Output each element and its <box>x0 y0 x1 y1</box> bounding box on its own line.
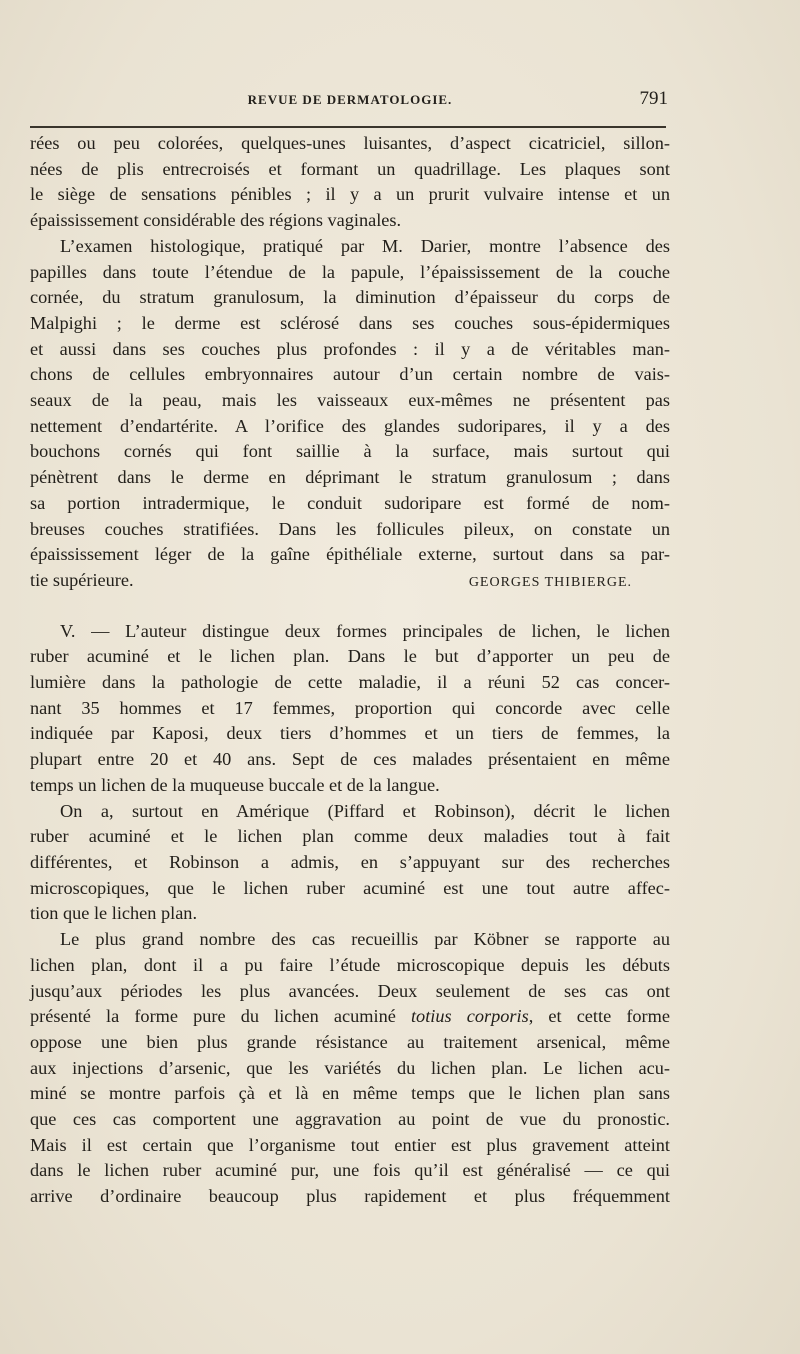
text-line: L’examen histologique, pratiqué par M. Darier, montre l’absence des <box>60 235 670 256</box>
text-line: épaississement léger de la gaîne épithéliale externe, surtout dans sa par- <box>30 544 670 565</box>
text-line: arrive d’ordinaire beaucoup plus rapidement et plus fréquemment <box>30 1186 670 1207</box>
text-line: ruber acuminé et le lichen plan. Dans le but d’apporter un peu de <box>30 646 670 667</box>
text-line: nant 35 hommes et 17 femmes, proportion qui concorde avec celle <box>30 697 670 718</box>
text-line: différentes, et Robinson a admis, en s’appuyant sur des recherches <box>30 851 670 872</box>
text-line: microscopiques, que le lichen ruber acuminé est une tout autre affec- <box>30 877 670 898</box>
text-line: jusqu’aux périodes les plus avancées. Deux seulement de ses cas ont <box>30 980 670 1001</box>
text-line: breuses couches stratifiées. Dans les follicules pileux, on constate un <box>30 518 670 539</box>
text-segment: , et cette forme <box>528 1006 670 1027</box>
text-line: oppose une bien plus grande résistance au traitement arsenical, même <box>30 1031 670 1052</box>
text-line: nettement d’endartérite. A l’orifice des glandes sudoripares, il y a des <box>30 415 670 436</box>
text-line-italic <box>30 1004 670 1030</box>
text-line: Le plus grand nombre des cas recueillis par Köbner se rapporte au <box>60 929 670 950</box>
italic-phrase: totius corporis <box>410 1006 529 1027</box>
page-number: 791 <box>639 88 668 109</box>
text-line: rées ou peu colorées, quelques-unes luisantes, d’aspect cicatriciel, sillon- <box>30 133 670 153</box>
text-line: que ces cas comportent une aggravation au point de vue du pronostic. <box>30 1109 670 1130</box>
article-body <box>30 131 670 1210</box>
text-line: sa portion intradermique, le conduit sudoripare est formé de nom- <box>30 492 670 513</box>
text-segment: présenté la forme pure du lichen acuminé <box>30 1006 411 1027</box>
text-line: dans le lichen ruber acuminé pur, une fois qu’il est généralisé — ce qui <box>30 1160 670 1181</box>
text-line: papilles dans toute l’étendue de la papule, l’épaississement de la couche <box>30 261 670 282</box>
text-line: et aussi dans ses couches plus profondes : il y a de véritables man- <box>30 338 670 359</box>
text-line: le siège de sensations pénibles ; il y a un prurit vulvaire intense et un <box>30 184 670 205</box>
text-line: ruber acuminé et le lichen plan comme deux maladies tout à fait <box>30 826 670 847</box>
section-gap <box>30 596 670 619</box>
text-line: Malpighi ; le derme est sclérosé dans ses couches sous-épidermiques <box>30 312 670 333</box>
text-line: Mais il est certain que l’organisme tout entier est plus gravement atteint <box>30 1134 670 1155</box>
text-line: épaississement considérable des régions vaginales. <box>30 210 402 231</box>
running-title: REVUE DE DERMATOLOGIE. <box>247 92 453 107</box>
text-line: indiquée par Kaposi, deux tiers d’hommes et un tiers de femmes, la <box>30 723 670 744</box>
text-line: tie supérieure. <box>30 569 134 590</box>
text-line: chons de cellules embryonnaires autour d’un certain nombre de vais- <box>30 364 670 385</box>
text-line: On a, surtout en Amérique (Piffard et Robinson), décrit le lichen <box>60 800 670 821</box>
text-line: lichen plan, dont il a pu faire l’étude microscopique depuis les débuts <box>30 954 670 975</box>
text-line: temps un lichen de la muqueuse buccale et de la langue. <box>30 774 440 795</box>
text-line: pénètrent dans le derme en déprimant le stratum granulosum ; dans <box>30 467 670 488</box>
text-line: aux injections d’arsenic, que les variétés du lichen plan. Le lichen acu- <box>30 1057 670 1078</box>
text-line: plupart entre 20 et 40 ans. Sept de ces malades présentaient en même <box>30 749 670 770</box>
signature-line <box>30 568 670 596</box>
author-signature: GEORGES THIBIERGE. <box>468 574 632 590</box>
text-line: nées de plis entrecroisés et formant un quadrillage. Les plaques sont <box>30 158 670 179</box>
running-head <box>30 88 670 114</box>
text-line: seaux de la peau, mais les vaisseaux eux-mêmes ne présentent pas <box>30 390 670 411</box>
text-line: V. — L’auteur distingue deux formes principales de lichen, le lichen <box>60 620 670 641</box>
text-line: bouchons cornés qui font saillie à la surface, mais surtout qui <box>30 441 670 462</box>
text-line: miné se montre parfois çà et là en même temps que le lichen plan sans <box>30 1083 670 1104</box>
text-line: tion que le lichen plan. <box>30 903 198 924</box>
text-line: cornée, du stratum granulosum, la diminution d’épaisseur du corps de <box>30 287 670 308</box>
text-line: lumière dans la pathologie de cette maladie, il a réuni 52 cas concer- <box>30 672 670 693</box>
header-rule <box>30 126 666 128</box>
